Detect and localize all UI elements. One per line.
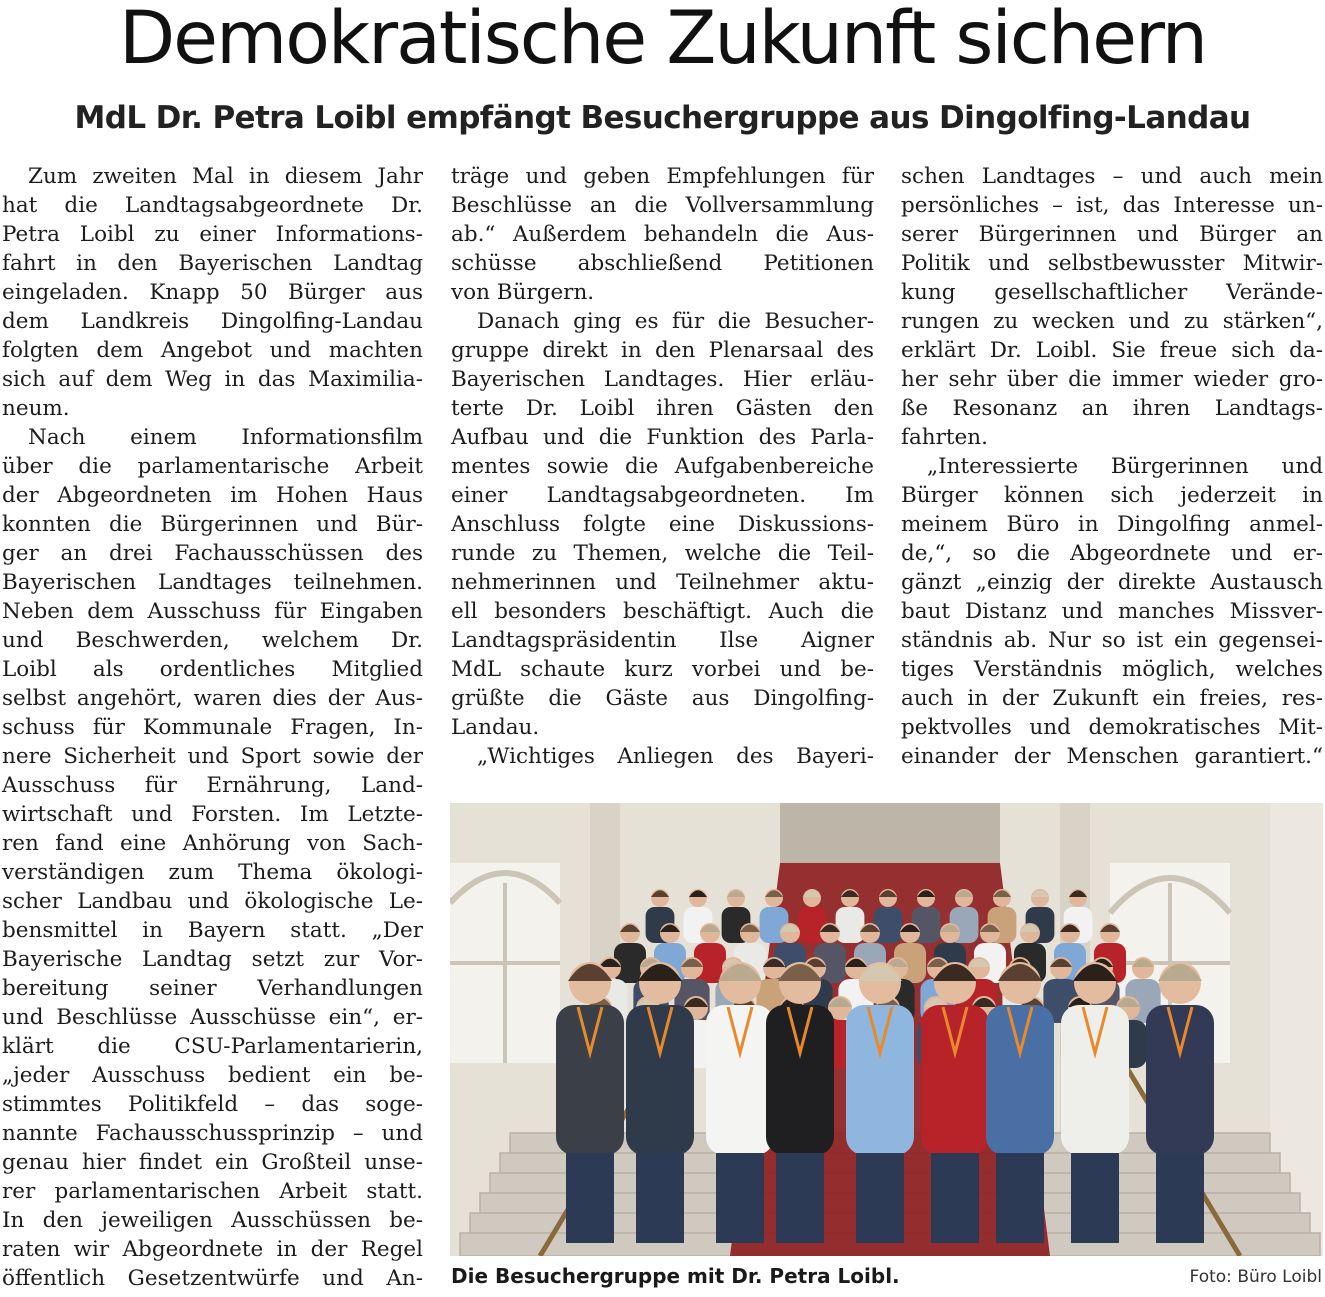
article-line: Petra Loibl zu einer Informations- <box>2 222 423 247</box>
article-line: Landtagspräsidentin Ilse Aigner <box>451 628 874 653</box>
article-line: eingeladen. Knapp 50 Bürger aus <box>2 280 423 305</box>
article-line: hat die Landtagsabgeordnete Dr. <box>2 193 423 218</box>
subheadline: MdL Dr. Petra Loibl empfängt Besuchergruppe aus Dingolfing-Landau <box>74 100 1251 136</box>
article-line: grüßte die Gäste aus Dingolfing- <box>451 686 874 711</box>
article-line: Bayerische Landtag setzt zur Vor- <box>2 947 423 972</box>
photo-credit: Foto: Büro Loibl <box>1189 1267 1322 1287</box>
group-photo-illustration <box>450 803 1323 1256</box>
article-line: ell besonders beschäftigt. Auch die <box>451 599 874 624</box>
article-line: auch in der Zukunft ein freies, res- <box>901 686 1323 711</box>
article-line: wirtschaft und Forsten. Im Letzte- <box>2 802 423 827</box>
article-line: der Abgeordneten im Hohen Haus <box>2 483 423 508</box>
article-line: „Interessierte Bürgerinnen und <box>927 454 1323 479</box>
article-line: Danach ging es für die Besucher- <box>477 309 874 334</box>
article-column-3 <box>901 162 1323 771</box>
group-photo <box>450 803 1323 1256</box>
article-line: und Beschwerden, welchem Dr. <box>2 628 423 653</box>
article-line: nehmerinnen und Teilnehmer aktu- <box>451 570 874 595</box>
article-line: folgten dem Angebot und machten <box>2 338 423 363</box>
article-line: öffentlich Gesetzentwürfe und An- <box>2 1266 423 1291</box>
article-line: mentes sowie die Aufgabenbereiche <box>451 454 874 479</box>
article-line: neum. <box>2 396 70 421</box>
article-line: über die parlamentarische Arbeit <box>2 454 423 479</box>
article-line: einer Landtagsabgeordneten. Im <box>451 483 874 508</box>
article-column-1 <box>2 162 423 1293</box>
headline: Demokratische Zukunft sichern <box>118 0 1207 81</box>
article-line: terte Dr. Loibl ihren Gästen den <box>451 396 874 421</box>
article-line: klärt die CSU-Parlamentarierin, <box>2 1034 423 1059</box>
article-line: „jeder Ausschuss bedient ein be- <box>2 1063 423 1088</box>
article-line: bensmittel in Bayern statt. „Der <box>2 918 423 943</box>
article-line: bereitung seiner Verhandlungen <box>2 976 423 1001</box>
article-line: Politik und selbstbewusster Mitwir- <box>901 251 1323 276</box>
article-line: schen Landtages – und auch mein <box>901 164 1323 189</box>
article-line: Neben dem Ausschuss für Eingaben <box>2 599 423 624</box>
article-line: nere Sicherheit und Sport sowie der <box>2 744 423 769</box>
article-line: erklärt Dr. Loibl. Sie freue sich da- <box>901 338 1323 363</box>
article-line: Bürger können sich jederzeit in <box>901 483 1323 508</box>
article-line: Anschluss folgte eine Diskussions- <box>451 512 874 537</box>
article-line: Aufbau und die Funktion des Parla- <box>451 425 874 450</box>
article-line: Nach einem Informationsfilm <box>28 425 423 450</box>
article-line: dem Landkreis Dingolfing-Landau <box>2 309 423 334</box>
article-line: nannte Fachausschussprinzip – und <box>2 1121 423 1146</box>
article-line: In den jeweiligen Ausschüssen be- <box>2 1208 423 1233</box>
article-line: her sehr über die immer wieder gro- <box>901 367 1323 392</box>
article-line: gruppe direkt in den Plenarsaal des <box>451 338 874 363</box>
article-line: Loibl als ordentliches Mitglied <box>2 657 423 682</box>
article-line: genau hier findet ein Großteil unse- <box>2 1150 423 1175</box>
article-line: schüsse abschließend Petitionen <box>451 251 874 276</box>
article-line: selbst angehört, waren dies der Aus- <box>2 686 423 711</box>
article-line: persönliches – ist, das Interesse un- <box>901 193 1323 218</box>
article-line: ße Resonanz an ihren Landtags- <box>901 396 1323 421</box>
article-line: scher Landbau und ökologische Le- <box>2 889 423 914</box>
article-line: ständnis ab. Nur so ist ein gegensei- <box>901 628 1323 653</box>
article-line: rer parlamentarischen Arbeit statt. <box>2 1179 423 1204</box>
article-line: konnten die Bürgerinnen und Bür- <box>2 512 423 537</box>
article-line: und Beschlüsse Ausschüsse ein“, er- <box>2 1005 423 1030</box>
article-line: kung gesellschaftlicher Verände- <box>901 280 1323 305</box>
article-line: verständigen zum Thema ökologi- <box>2 860 423 885</box>
article-line: fahrten. <box>901 425 988 450</box>
photo-caption: Die Besuchergruppe mit Dr. Petra Loibl. <box>451 1264 900 1288</box>
article-line: Zum zweiten Mal in diesem Jahr <box>28 164 423 189</box>
article-line: Bayerischen Landtages. Hier erläu- <box>451 367 874 392</box>
article-line: ger an drei Fachausschüssen des <box>2 541 423 566</box>
article-line: einander der Menschen garantiert.“ <box>901 744 1323 769</box>
article-line: baut Distanz und manches Missver- <box>901 599 1323 624</box>
article-line: de,“, so die Abgeordnete und er- <box>901 541 1323 566</box>
article-line: pektvolles und demokratisches Mit- <box>901 715 1323 740</box>
article-line: fahrt in den Bayerischen Landtag <box>2 251 423 276</box>
article-line: tiges Verständnis möglich, welches <box>901 657 1323 682</box>
article-line: Landau. <box>451 715 540 740</box>
article-line: schuss für Kommunale Fragen, In- <box>2 715 423 740</box>
article-line: gänzt „einzig der direkte Austausch <box>901 570 1323 595</box>
article-line: rungen zu wecken und zu stärken“, <box>901 309 1323 334</box>
article-line: MdL schaute kurz vorbei und be- <box>451 657 874 682</box>
article-line: träge und geben Empfehlungen für <box>451 164 874 189</box>
article-line: Bayerischen Landtages teilnehmen. <box>2 570 423 595</box>
article-line: „Wichtiges Anliegen des Bayeri- <box>477 744 874 769</box>
article-line: von Bürgern. <box>451 280 595 305</box>
article-column-2 <box>451 162 874 771</box>
article-line: Ausschuss für Ernährung, Land- <box>2 773 423 798</box>
article-line: ab.“ Außerdem behandeln die Aus- <box>451 222 874 247</box>
article-line: Beschlüsse an die Vollversammlung <box>451 193 874 218</box>
article-line: runde zu Themen, welche die Teil- <box>451 541 874 566</box>
article-line: stimmtes Politikfeld – das soge- <box>2 1092 423 1117</box>
article-line: serer Bürgerinnen und Bürger an <box>901 222 1323 247</box>
article-line: raten wir Abgeordnete in der Regel <box>2 1237 423 1262</box>
article-line: sich auf dem Weg in das Maximilia- <box>2 367 423 392</box>
article-line: ren fand eine Anhörung von Sach- <box>2 831 423 856</box>
article-line: meinem Büro in Dingolfing anmel- <box>901 512 1323 537</box>
